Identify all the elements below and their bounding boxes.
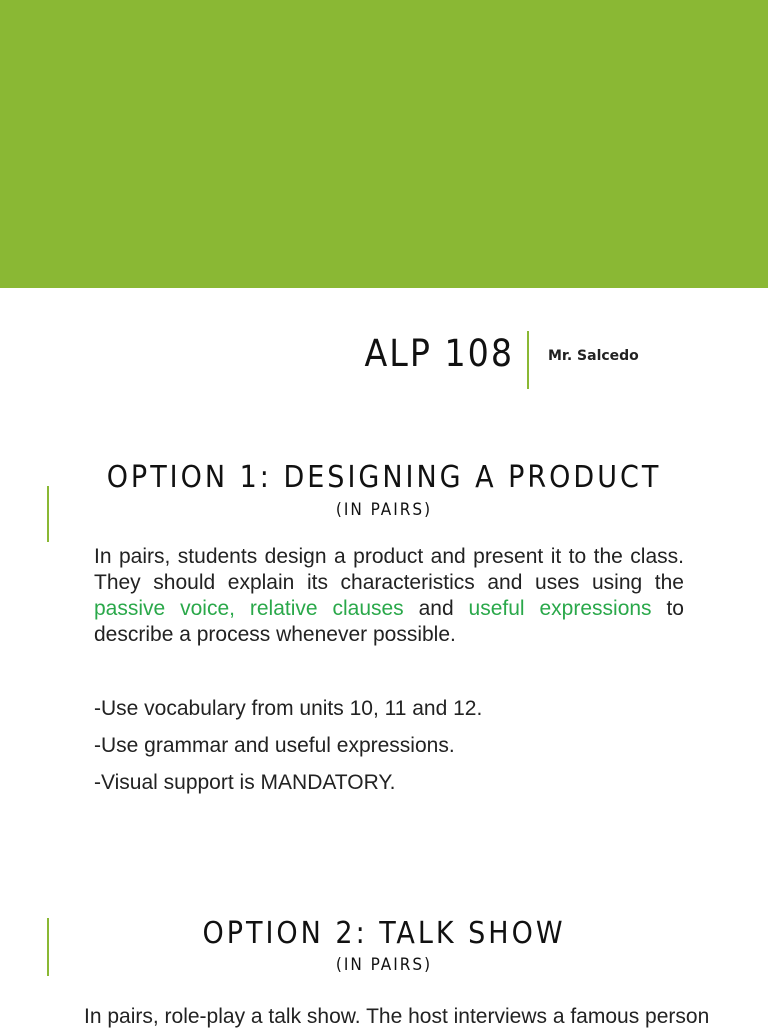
header-banner (0, 0, 768, 288)
instructor-name: Mr. Salcedo (548, 348, 639, 364)
option1-text-connector: and (403, 597, 469, 620)
option1-bullet-grammar: -Use grammar and useful expressions. (94, 734, 455, 757)
option1-title: OPTION 1: DESIGNING A PRODUCT (106, 460, 662, 495)
option1-bullet-vocabulary: -Use vocabulary from units 10, 11 and 12. (94, 697, 483, 720)
option1-text-end: to describe a process whenever possible. (94, 597, 684, 646)
course-title: ALP 108 (364, 332, 514, 375)
option1-description (94, 544, 684, 648)
title-divider (527, 331, 529, 389)
option1-highlight-grammar: passive voice, relative clauses (94, 597, 404, 620)
option1-text-start: In pairs, students design a product and present it to the class. They should explain its characteristics and uses using the (94, 545, 684, 594)
option1-bullet-visual: -Visual support is MANDATORY. (94, 771, 396, 794)
option1-subtitle: (IN PAIRS) (335, 500, 433, 520)
option2-description: In pairs, role-play a talk show. The host interviews a famous person (84, 1005, 710, 1028)
option1-highlight-expressions: useful expressions (468, 597, 652, 620)
option2-title: OPTION 2: TALK SHOW (202, 916, 566, 951)
option2-subtitle: (IN PAIRS) (335, 955, 433, 975)
